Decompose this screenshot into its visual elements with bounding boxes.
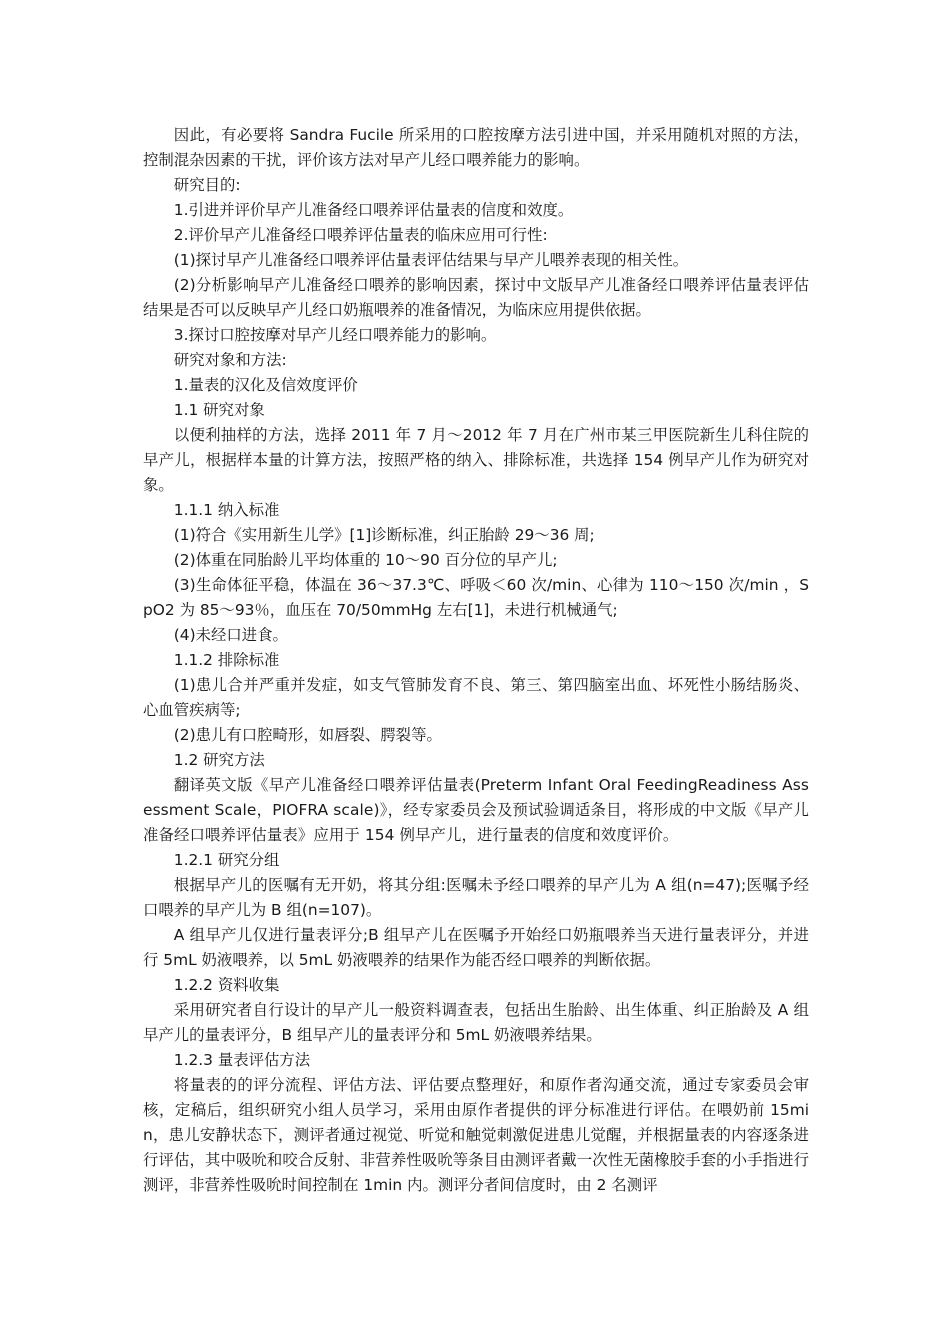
exclusion-item-2: (2)患儿有口腔畸形，如唇裂、腭裂等。 <box>173 726 442 744</box>
aim-1: 1.引进并评价早产儿准备经口喂养评估量表的信度和效度。 <box>173 201 574 219</box>
paragraph-sampling: 以便利抽样的方法，选择 2011 年 7 月～2012 年 7 月在广州市某三甲医院新生儿科住院的早产儿，根据样本量的计算方法，按照严格的纳入、排除标准，共选择 154 例早产儿作为研究对象。 <box>143 426 809 494</box>
paragraph-translation: 翻译英文版《早产儿准备经口喂养评估量表(Preterm Infant Oral FeedingReadiness Assessment Scale，PIOFRA scale)》，经专家委员会及预试验调适条目，将形成的中文版《早产儿准备经口喂养评估量表》应用于 154 例早产儿，进行量表的信度和效度评价。 <box>143 776 809 844</box>
paragraph-intro: 因此，有必要将 Sandra Fucile 所采用的口腔按摩方法引进中国，并采用随机对照的方法，控制混杂因素的干扰，评价该方法对早产儿经口喂养能力的影响。 <box>143 126 809 169</box>
inclusion-item-2: (2)体重在同胎龄儿平均体重的 10～90 百分位的早产儿; <box>173 551 558 569</box>
heading-section-1: 1.量表的汉化及信效度评价 <box>173 376 358 394</box>
heading-section-1-1: 1.1 研究对象 <box>173 401 265 419</box>
exclusion-item-1: (1)患儿合并严重并发症，如支气管肺发育不良、第三、第四脑室出血、坏死性小肠结肠炎、心血管疾病等; <box>143 676 809 719</box>
paragraph-data-collection: 采用研究者自行设计的早产儿一般资料调查表，包括出生胎龄、出生体重、纠正胎龄及 A 组早产儿的量表评分，B 组早产儿的量表评分和 5mL 奶液喂养结果。 <box>143 1001 809 1044</box>
paragraph-group-scoring: A 组早产儿仅进行量表评分;B 组早产儿在医嘱予开始经口奶瓶喂养当天进行量表评分，并进行 5mL 奶液喂养，以 5mL 奶液喂养的结果作为能否经口喂养的判断依据。 <box>143 926 809 969</box>
inclusion-item-1: (1)符合《实用新生儿学》[1]诊断标准，纠正胎龄 29～36 周; <box>173 526 595 544</box>
aim-2-item-1: (1)探讨早产儿准备经口喂养评估量表评估结果与早产儿喂养表现的相关性。 <box>173 251 689 269</box>
heading-exclusion-criteria: 1.1.2 排除标准 <box>173 651 280 669</box>
aim-2-item-2: (2)分析影响早产儿准备经口喂养的影响因素，探讨中文版早产儿准备经口喂养评估量表评估结果是否可以反映早产儿经口奶瓶喂养的准备情况，为临床应用提供依据。 <box>143 276 809 319</box>
paragraph-assessment-method: 将量表的的评分流程、评估方法、评估要点整理好，和原作者沟通交流，通过专家委员会审核，定稿后，组织研究小组人员学习，采用由原作者提供的评分标准进行评估。在喂奶前 15min，患儿安静状态下，测评者通过视觉、听觉和触觉刺激促进患儿觉醒，并根据量表的内容逐条进行评估，其中吸吮和咬合反射、非营养性吸吮等条目由测评者戴一次性无菌橡胶手套的小手指进行测评，非营养性吸吮时间控制在 1min 内。测评分者间信度时，由 2 名测评 <box>143 1076 809 1194</box>
aim-3: 3.探讨口腔按摩对早产儿经口喂养能力的影响。 <box>173 326 497 344</box>
heading-section-1-2-3: 1.2.3 量表评估方法 <box>173 1051 311 1069</box>
heading-subjects-methods: 研究对象和方法: <box>173 351 287 369</box>
heading-research-aims: 研究目的: <box>173 176 241 194</box>
inclusion-item-3: (3)生命体征平稳，体温在 36～37.3℃、呼吸＜60 次/min、心律为 110～150 次/min ，SpO2 为 85～93％，血压在 70/50mmHg 左右[1]，未进行机械通气; <box>143 576 809 619</box>
inclusion-item-4: (4)未经口进食。 <box>173 626 288 644</box>
paragraph-grouping: 根据早产儿的医嘱有无开奶，将其分组:医嘱未予经口喂养的早产儿为 A 组(n=47);医嘱予经口喂养的早产儿为 B 组(n=107)。 <box>143 876 809 919</box>
heading-inclusion-criteria: 1.1.1 纳入标准 <box>173 501 280 519</box>
heading-section-1-2-1: 1.2.1 研究分组 <box>173 851 280 869</box>
aim-2: 2.评价早产儿准备经口喂养评估量表的临床应用可行性: <box>173 226 548 244</box>
document-body <box>143 123 809 1198</box>
heading-section-1-2-2: 1.2.2 资料收集 <box>173 976 280 994</box>
heading-section-1-2: 1.2 研究方法 <box>173 751 265 769</box>
